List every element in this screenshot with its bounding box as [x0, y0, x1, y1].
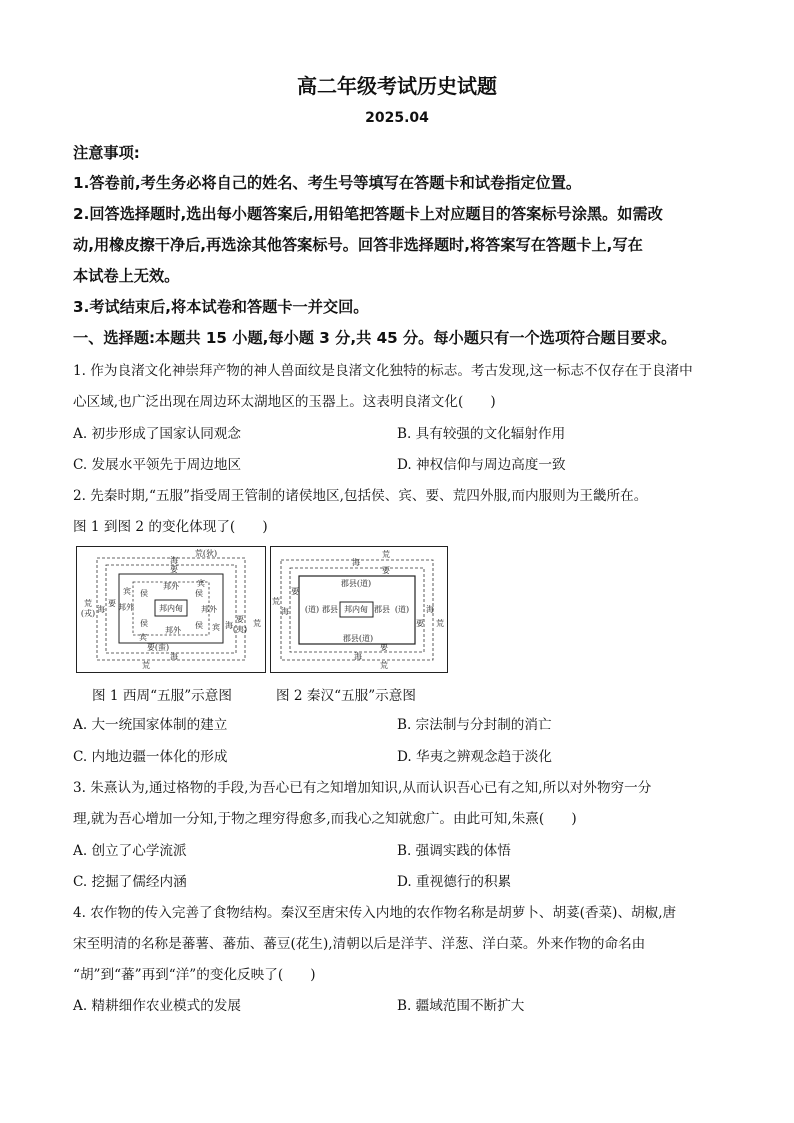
fig1-label: 邦内甸 [159, 604, 183, 613]
fig1-label: 宾 [123, 587, 131, 596]
q3-stem-line-1: 3. 朱熹认为,通过格物的手段,为吾心已有之知增加知识,从而认识吾心已有之知,所以对外物穷一分 [73, 780, 652, 796]
fig2-label: 郡县(道) [342, 634, 374, 643]
q4-stem-line-3: “胡”到“蕃”再到“洋”的变化反映了( ) [73, 967, 316, 983]
notice-item-1: 1.答卷前,考生务必将自己的姓名、考生号等填写在答题卡和试卷指定位置。 [73, 174, 582, 192]
notice-item-2-line-3: 本试卷上无效。 [73, 267, 180, 285]
q3-option-b: B. 强调实践的体悟 [397, 843, 511, 859]
notice-item-3: 3.考试结束后,将本试卷和答题卡一并交回。 [73, 298, 369, 316]
figure-2-caption: 图 2 秦汉“五服”示意图 [276, 688, 416, 704]
figure-1-caption: 图 1 西周“五服”示意图 [92, 688, 232, 704]
fig1-label: 海 [170, 556, 178, 565]
q2-option-a: A. 大一统国家体制的建立 [73, 717, 228, 733]
fig1-label: 邦外 [201, 605, 217, 614]
q3-option-d: D. 重视德行的积累 [397, 874, 512, 890]
q2-option-b: B. 宗法制与分封制的消亡 [397, 717, 552, 733]
q2-stem-line-2: 图 1 到图 2 的变化体现了( ) [73, 519, 268, 535]
notice-heading: 注意事项: [73, 144, 140, 162]
fig2-label: 荒 [380, 661, 388, 670]
q1-option-b: B. 具有较强的文化辐射作用 [397, 426, 566, 442]
q3-stem-line-2: 理,就为吾心增加一分知,于物之理穷得愈多,而我心之知就愈广。由此可知,朱熹( ) [73, 811, 577, 827]
fig2-label: 海 [352, 558, 360, 567]
fig1-label: 宾 [139, 633, 147, 642]
q3-option-a: A. 创立了心学流派 [73, 843, 187, 859]
q1-option-d: D. 神权信仰与周边高度一致 [397, 457, 566, 473]
q4-stem-line-1: 4. 农作物的传入完善了食物结构。秦汉至唐宋传入内地的农作物名称是胡萝卜、胡荽(香菜)、胡椒,唐 [73, 905, 677, 921]
fig2-label: 海 [426, 605, 434, 614]
fig1-label: 要(蛮) [146, 643, 170, 652]
fig1-label: 邦外 [118, 603, 134, 612]
fig2-label: 邦内甸 [344, 605, 368, 614]
exam-date: 2025.04 [365, 110, 429, 126]
fig1-label: 侯 [195, 589, 203, 598]
fig1-label: 要 [108, 599, 116, 608]
notice-item-2-line-2: 动,用橡皮擦干净后,再选涂其他答案标号。回答非选择题时,将答案写在答题卡上,写在 [73, 236, 643, 254]
q3-option-c: C. 挖掘了儒经内涵 [73, 874, 187, 890]
q4-option-a: A. 精耕细作农业模式的发展 [73, 998, 241, 1014]
q1-stem-line-2: 心区域,也广泛出现在周边环太湖地区的玉器上。这表明良渚文化( ) [73, 394, 496, 410]
figure-1-western-zhou-wufu [76, 546, 266, 673]
fig1-label: (夷) [232, 625, 248, 634]
fig1-label: 海 [225, 621, 233, 630]
q4-option-b: B. 疆域范围不断扩大 [397, 998, 525, 1014]
fig2-label: 要 [380, 643, 388, 652]
q1-stem-line-1: 1. 作为良渚文化神崇拜产物的神人兽面纹是良渚文化独特的标志。考古发现,这一标志不仅存在于良渚中 [73, 363, 693, 379]
fig1-label: 侯 [195, 621, 203, 630]
fig2-label: 荒 [272, 597, 280, 606]
fig1-label: 要 [170, 565, 178, 574]
fig1-label: 要 [236, 615, 244, 624]
fig1-label: 荒 [142, 661, 150, 670]
fig1-label: 荒(狄) [194, 549, 218, 558]
notice-item-2-line-1: 2.回答选择题时,选出每小题答案后,用铅笔把答题卡上对应题目的答案标号涂黑。如需改 [73, 205, 663, 223]
q2-option-c: C. 内地边疆一体化的形成 [73, 749, 228, 765]
fig1-label: (戎) [80, 609, 96, 618]
fig1-label: 海 [170, 652, 178, 661]
q4-stem-line-2: 宋至明清的名称是蕃薯、蕃茄、蕃豆(花生),清朝以后是洋芋、洋葱、洋白菜。外来作物的命名由 [73, 936, 646, 952]
fig2-label: 荒 [436, 619, 444, 628]
fig1-label: 邦外 [163, 582, 179, 591]
fig2-label: 要 [382, 566, 390, 575]
q1-option-c: C. 发展水平领先于周边地区 [73, 457, 242, 473]
exam-title: 高二年级考试历史试题 [297, 74, 497, 98]
fig2-label: 海 [354, 652, 362, 661]
fig2-label: (道) [394, 605, 410, 614]
fig1-label: 海 [97, 605, 105, 614]
q1-option-a: A. 初步形成了国家认同观念 [73, 426, 241, 442]
fig2-label: 海 [281, 607, 289, 616]
fig1-label: 宾 [197, 579, 205, 588]
section-1-heading: 一、选择题:本题共 15 小题,每小题 3 分,共 45 分。每小题只有一个选项符合题目要求。 [73, 329, 677, 347]
fig1-label: 侯 [140, 589, 148, 598]
fig1-label: 侯 [140, 619, 148, 628]
q2-stem-line-1: 2. 先秦时期,“五服”指受周王管制的诸侯地区,包括侯、宾、要、荒四外服,而内服则为王畿所在。 [73, 488, 648, 504]
fig2-label: 要 [416, 619, 424, 628]
fig2-label: (道) [304, 605, 320, 614]
fig1-label: 邦外 [165, 626, 181, 635]
fig2-label: 郡县 [322, 605, 338, 614]
fig2-label: 郡县(道) [340, 579, 372, 588]
fig1-label: 荒 [84, 599, 92, 608]
fig2-label: 要 [291, 587, 299, 596]
figure-2-qin-han-wufu [270, 546, 448, 673]
fig2-label: 郡县 [374, 605, 390, 614]
q2-option-d: D. 华夷之辨观念趋于淡化 [397, 749, 552, 765]
fig2-label: 荒 [382, 550, 390, 559]
fig1-label: 宾 [212, 623, 220, 632]
fig1-label: 荒 [253, 619, 261, 628]
